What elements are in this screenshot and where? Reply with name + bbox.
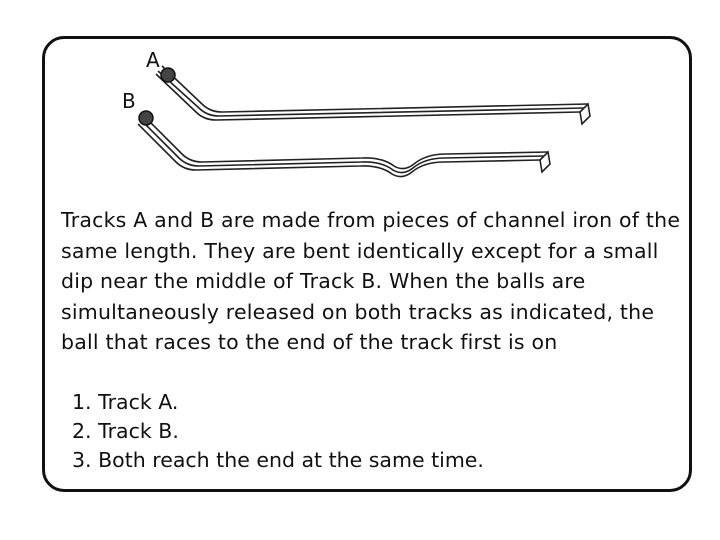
- track-b: [138, 116, 550, 177]
- ball-a: [161, 68, 175, 82]
- choice-label: Track A.: [98, 390, 179, 414]
- choice-number: 1.: [72, 390, 92, 414]
- answer-choices: [72, 388, 484, 475]
- choice-label: Track B.: [98, 419, 179, 443]
- choice-number: 3.: [72, 448, 92, 472]
- choice-2[interactable]: [72, 417, 484, 446]
- track-label-a: A: [146, 48, 160, 72]
- choice-1[interactable]: [72, 388, 484, 417]
- choice-number: 2.: [72, 419, 92, 443]
- ball-b: [139, 111, 153, 125]
- track-a: [156, 66, 590, 124]
- choice-3[interactable]: [72, 446, 484, 475]
- tracks-illustration: [100, 40, 600, 200]
- choice-label: Both reach the end at the same time.: [98, 448, 484, 472]
- question-text: Tracks A and B are made from pieces of channel iron of the same length. They are bent identically except for a small dip near the middle of Track B. When the balls are simultaneously released on both tracks as indicated, the ball that races to the end of the track first is on: [61, 208, 681, 354]
- track-label-b: B: [122, 89, 136, 113]
